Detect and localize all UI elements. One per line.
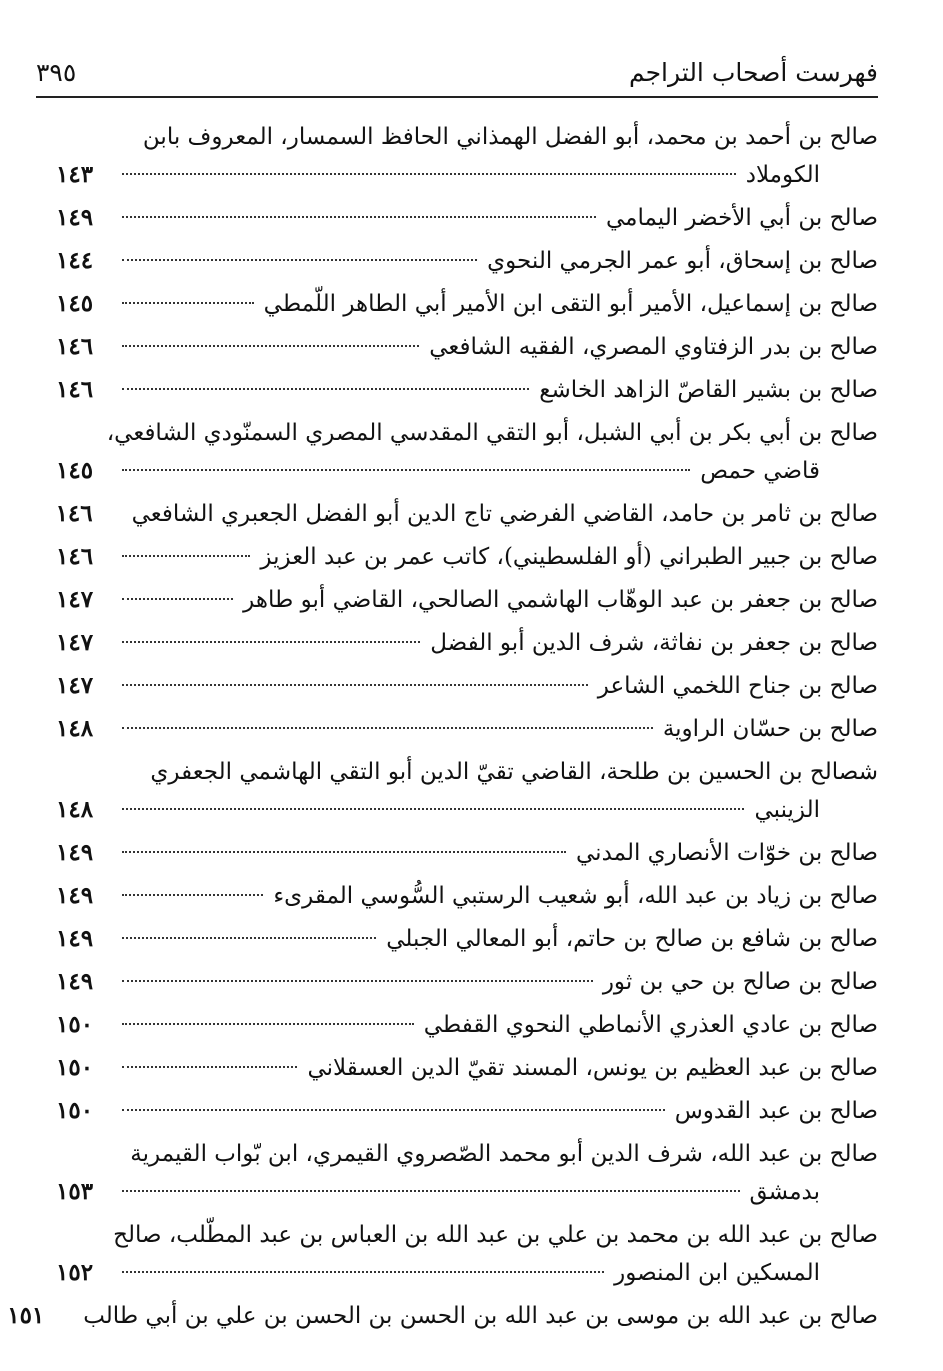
- entry-page-number: ١٤٩: [56, 925, 94, 952]
- entry-name-line: [56, 199, 878, 237]
- entry-name-line: [56, 1216, 878, 1254]
- page-number: ٣٩٥: [36, 58, 77, 87]
- index-entry: [56, 242, 878, 280]
- entry-page-number: ١٤٥: [56, 290, 94, 317]
- entry-name-line: [56, 495, 878, 533]
- entry-name-line: [56, 118, 878, 156]
- dot-leader: [122, 808, 744, 810]
- index-entry: [56, 1216, 878, 1292]
- entry-page-number: ١٥٣: [56, 1178, 94, 1205]
- entry-page-number: ١٤٤: [56, 247, 94, 274]
- index-entry: [56, 118, 878, 194]
- entry-name: صالح بن عبد القدوس: [674, 1098, 878, 1124]
- entry-name: صالح بن جناح اللخمي الشاعر: [597, 673, 878, 699]
- index-entry: [56, 1135, 878, 1211]
- entry-page-number: ١٤٦: [56, 543, 94, 570]
- index-entry: [56, 1006, 878, 1044]
- dot-leader: [122, 937, 376, 939]
- index-entry: [56, 495, 878, 533]
- entry-name-line: [56, 581, 878, 619]
- entry-name: صالح بن حسّان الراوية: [662, 716, 878, 742]
- entry-continuation-line: [56, 156, 878, 194]
- index-entry: [56, 371, 878, 409]
- dot-leader: [122, 469, 690, 471]
- entry-name: صالح بن عبد الله بن محمد بن علي بن عبد الله بن العباس بن عبد المطّلب، صالح: [113, 1222, 878, 1248]
- entry-name-line: [56, 371, 878, 409]
- entry-name-line: [56, 1092, 878, 1130]
- index-entry-list: [7, 118, 878, 1340]
- entry-name: صالح بن أحمد بن محمد، أبو الفضل الهمذاني الحافظ السمسار، المعروف بابن: [142, 124, 878, 150]
- dot-leader: [122, 641, 420, 643]
- index-entry: [56, 624, 878, 662]
- entry-name-line: [56, 1006, 878, 1044]
- entry-page-number: ١٥٠: [56, 1011, 94, 1038]
- entry-name: صالح بن شافع بن صالح بن حاتم، أبو المعالي الجبلي: [386, 926, 878, 952]
- dot-leader: [122, 173, 736, 175]
- entry-page-number: ١٤٨: [56, 715, 94, 742]
- entry-name-line: [56, 1135, 878, 1173]
- entry-name-line: [56, 624, 878, 662]
- dot-leader: [122, 1271, 604, 1273]
- dot-leader: [122, 216, 596, 218]
- index-entry: [56, 667, 878, 705]
- entry-page-number: ١٤٣: [56, 161, 94, 188]
- index-entry: [56, 414, 878, 490]
- entry-name: صالح بن عبد الله، شرف الدين أبو محمد الصّصروي القيمري، ابن بّواب القيمرية: [130, 1141, 878, 1167]
- index-entry: [56, 581, 878, 619]
- entry-page-number: ١٥١: [7, 1302, 45, 1329]
- dot-leader: [122, 259, 477, 261]
- entry-name: صالح بن عبد الله بن موسى بن عبد الله بن الحسن بن الحسن بن علي بن أبي طالب: [83, 1303, 878, 1329]
- entry-page-number: ١٤٦: [56, 376, 94, 403]
- entry-page-number: ١٤٦: [56, 333, 94, 360]
- entry-name-line: [56, 1049, 878, 1087]
- entry-name: صالح بن خوّات الأنصاري المدني: [576, 840, 878, 866]
- entry-page-number: ١٤٧: [56, 586, 94, 613]
- dot-leader: [122, 345, 419, 347]
- dot-leader: [122, 684, 588, 686]
- entry-name-line: [56, 242, 878, 280]
- dot-leader: [122, 1066, 297, 1068]
- entry-name: صالح بن زياد بن عبد الله، أبو شعيب الرستبي السُّوسي المقرىء: [273, 883, 878, 909]
- dot-leader: [122, 980, 593, 982]
- index-entry: [56, 538, 878, 576]
- entry-name: صالح بن أبي بكر بن أبي الشبل، أبو التقي المقدسي المصري السمنّودي الشافعي،: [106, 420, 878, 446]
- entry-name: شصالح بن الحسين بن طلحة، القاضي تقيّ الدين أبو التقي الهاشمي الجعفري: [150, 759, 878, 785]
- entry-page-number: ١٤٧: [56, 672, 94, 699]
- entry-page-number: ١٥٠: [56, 1097, 94, 1124]
- entry-name: قاضي حمص: [700, 458, 820, 484]
- entry-name-line: [56, 963, 878, 1001]
- index-entry: [56, 877, 878, 915]
- entry-name-line: [56, 710, 878, 748]
- entry-page-number: ١٤٩: [56, 204, 94, 231]
- entry-page-number: ١٤٩: [56, 882, 94, 909]
- index-entry: [56, 328, 878, 366]
- entry-continuation-line: [56, 791, 878, 829]
- index-entry: [56, 1049, 878, 1087]
- entry-name-line: [56, 538, 878, 576]
- entry-name-line: [56, 285, 878, 323]
- entry-name-line: [56, 753, 878, 791]
- index-entry: [56, 753, 878, 829]
- entry-page-number: ١٥٢: [56, 1259, 94, 1286]
- index-entry: [56, 199, 878, 237]
- index-entry: [56, 834, 878, 872]
- entry-name: صالح بن إسماعيل، الأمير أبو التقى ابن الأمير أبي الطاهر اللّمطي: [263, 291, 878, 317]
- dot-leader: [122, 302, 254, 304]
- entry-name: صالح بن جعفر بن نفاثة، شرف الدين أبو الفضل: [430, 630, 878, 656]
- dot-leader: [122, 598, 233, 600]
- entry-name: صالح بن صالح بن حي بن ثور: [602, 969, 878, 995]
- entry-name-line: [56, 414, 878, 452]
- entry-name: الزينبي: [754, 797, 820, 823]
- entry-name-line: [7, 1297, 878, 1335]
- entry-name: صالح بن ثامر بن حامد، القاضي الفرضي تاج الدين أبو الفضل الجعبري الشافعي: [131, 501, 878, 527]
- index-entry: [56, 920, 878, 958]
- entry-continuation-line: [56, 1254, 878, 1292]
- entry-name: صالح بن عادي العذري الأنماطي النحوي القفطي: [423, 1012, 878, 1038]
- dot-leader: [122, 555, 250, 557]
- entry-page-number: ١٤٧: [56, 629, 94, 656]
- dot-leader: [122, 388, 529, 390]
- entry-name-line: [56, 328, 878, 366]
- dot-leader: [122, 1023, 414, 1025]
- entry-page-number: ١٤٨: [56, 796, 94, 823]
- index-entry: [7, 1297, 878, 1335]
- entry-name: صالح بن إسحاق، أبو عمر الجرمي النحوي: [487, 248, 878, 274]
- dot-leader: [122, 1109, 665, 1111]
- entry-page-number: ١٤٩: [56, 839, 94, 866]
- entry-name: المسكين ابن المنصور: [614, 1260, 820, 1286]
- entry-page-number: ١٤٩: [56, 968, 94, 995]
- index-entry: [56, 963, 878, 1001]
- entry-name: الكوملاد: [745, 162, 820, 188]
- dot-leader: [122, 894, 263, 896]
- dot-leader: [122, 851, 566, 853]
- entry-page-number: ١٤٦: [55, 500, 93, 527]
- dot-leader: [122, 727, 653, 729]
- entry-name: صالح بن جبير الطبراني (أو الفلسطيني)، كاتب عمر بن عبد العزيز: [260, 544, 878, 570]
- entry-name-line: [56, 920, 878, 958]
- entry-page-number: ١٥٠: [56, 1054, 94, 1081]
- entry-name-line: [56, 667, 878, 705]
- entry-continuation-line: [56, 452, 878, 490]
- index-entry: [56, 1092, 878, 1130]
- index-entry: [56, 710, 878, 748]
- entry-name: بدمشق: [749, 1179, 820, 1205]
- entry-name-line: [56, 834, 878, 872]
- entry-name-line: [56, 877, 878, 915]
- entry-name: صالح بن أبي الأخضر اليمامي: [605, 205, 878, 231]
- entry-name: صالح بن بدر الزفتاوي المصري، الفقيه الشافعي: [429, 334, 878, 360]
- index-title: فهرست أصحاب التراجم: [628, 58, 878, 87]
- entry-continuation-line: [56, 1173, 878, 1211]
- entry-name: صالح بن عبد العظيم بن يونس، المسند تقيّ الدين العسقلاني: [307, 1055, 878, 1081]
- running-header: [36, 56, 878, 98]
- entry-page-number: ١٤٥: [56, 457, 94, 484]
- entry-name: صالح بن بشير القاصّ الزاهد الخاشع: [539, 377, 878, 403]
- dot-leader: [122, 1190, 740, 1192]
- index-entry: [56, 285, 878, 323]
- entry-name: صالح بن جعفر بن عبد الوهّاب الهاشمي الصالحي، القاضي أبو طاهر: [243, 587, 878, 613]
